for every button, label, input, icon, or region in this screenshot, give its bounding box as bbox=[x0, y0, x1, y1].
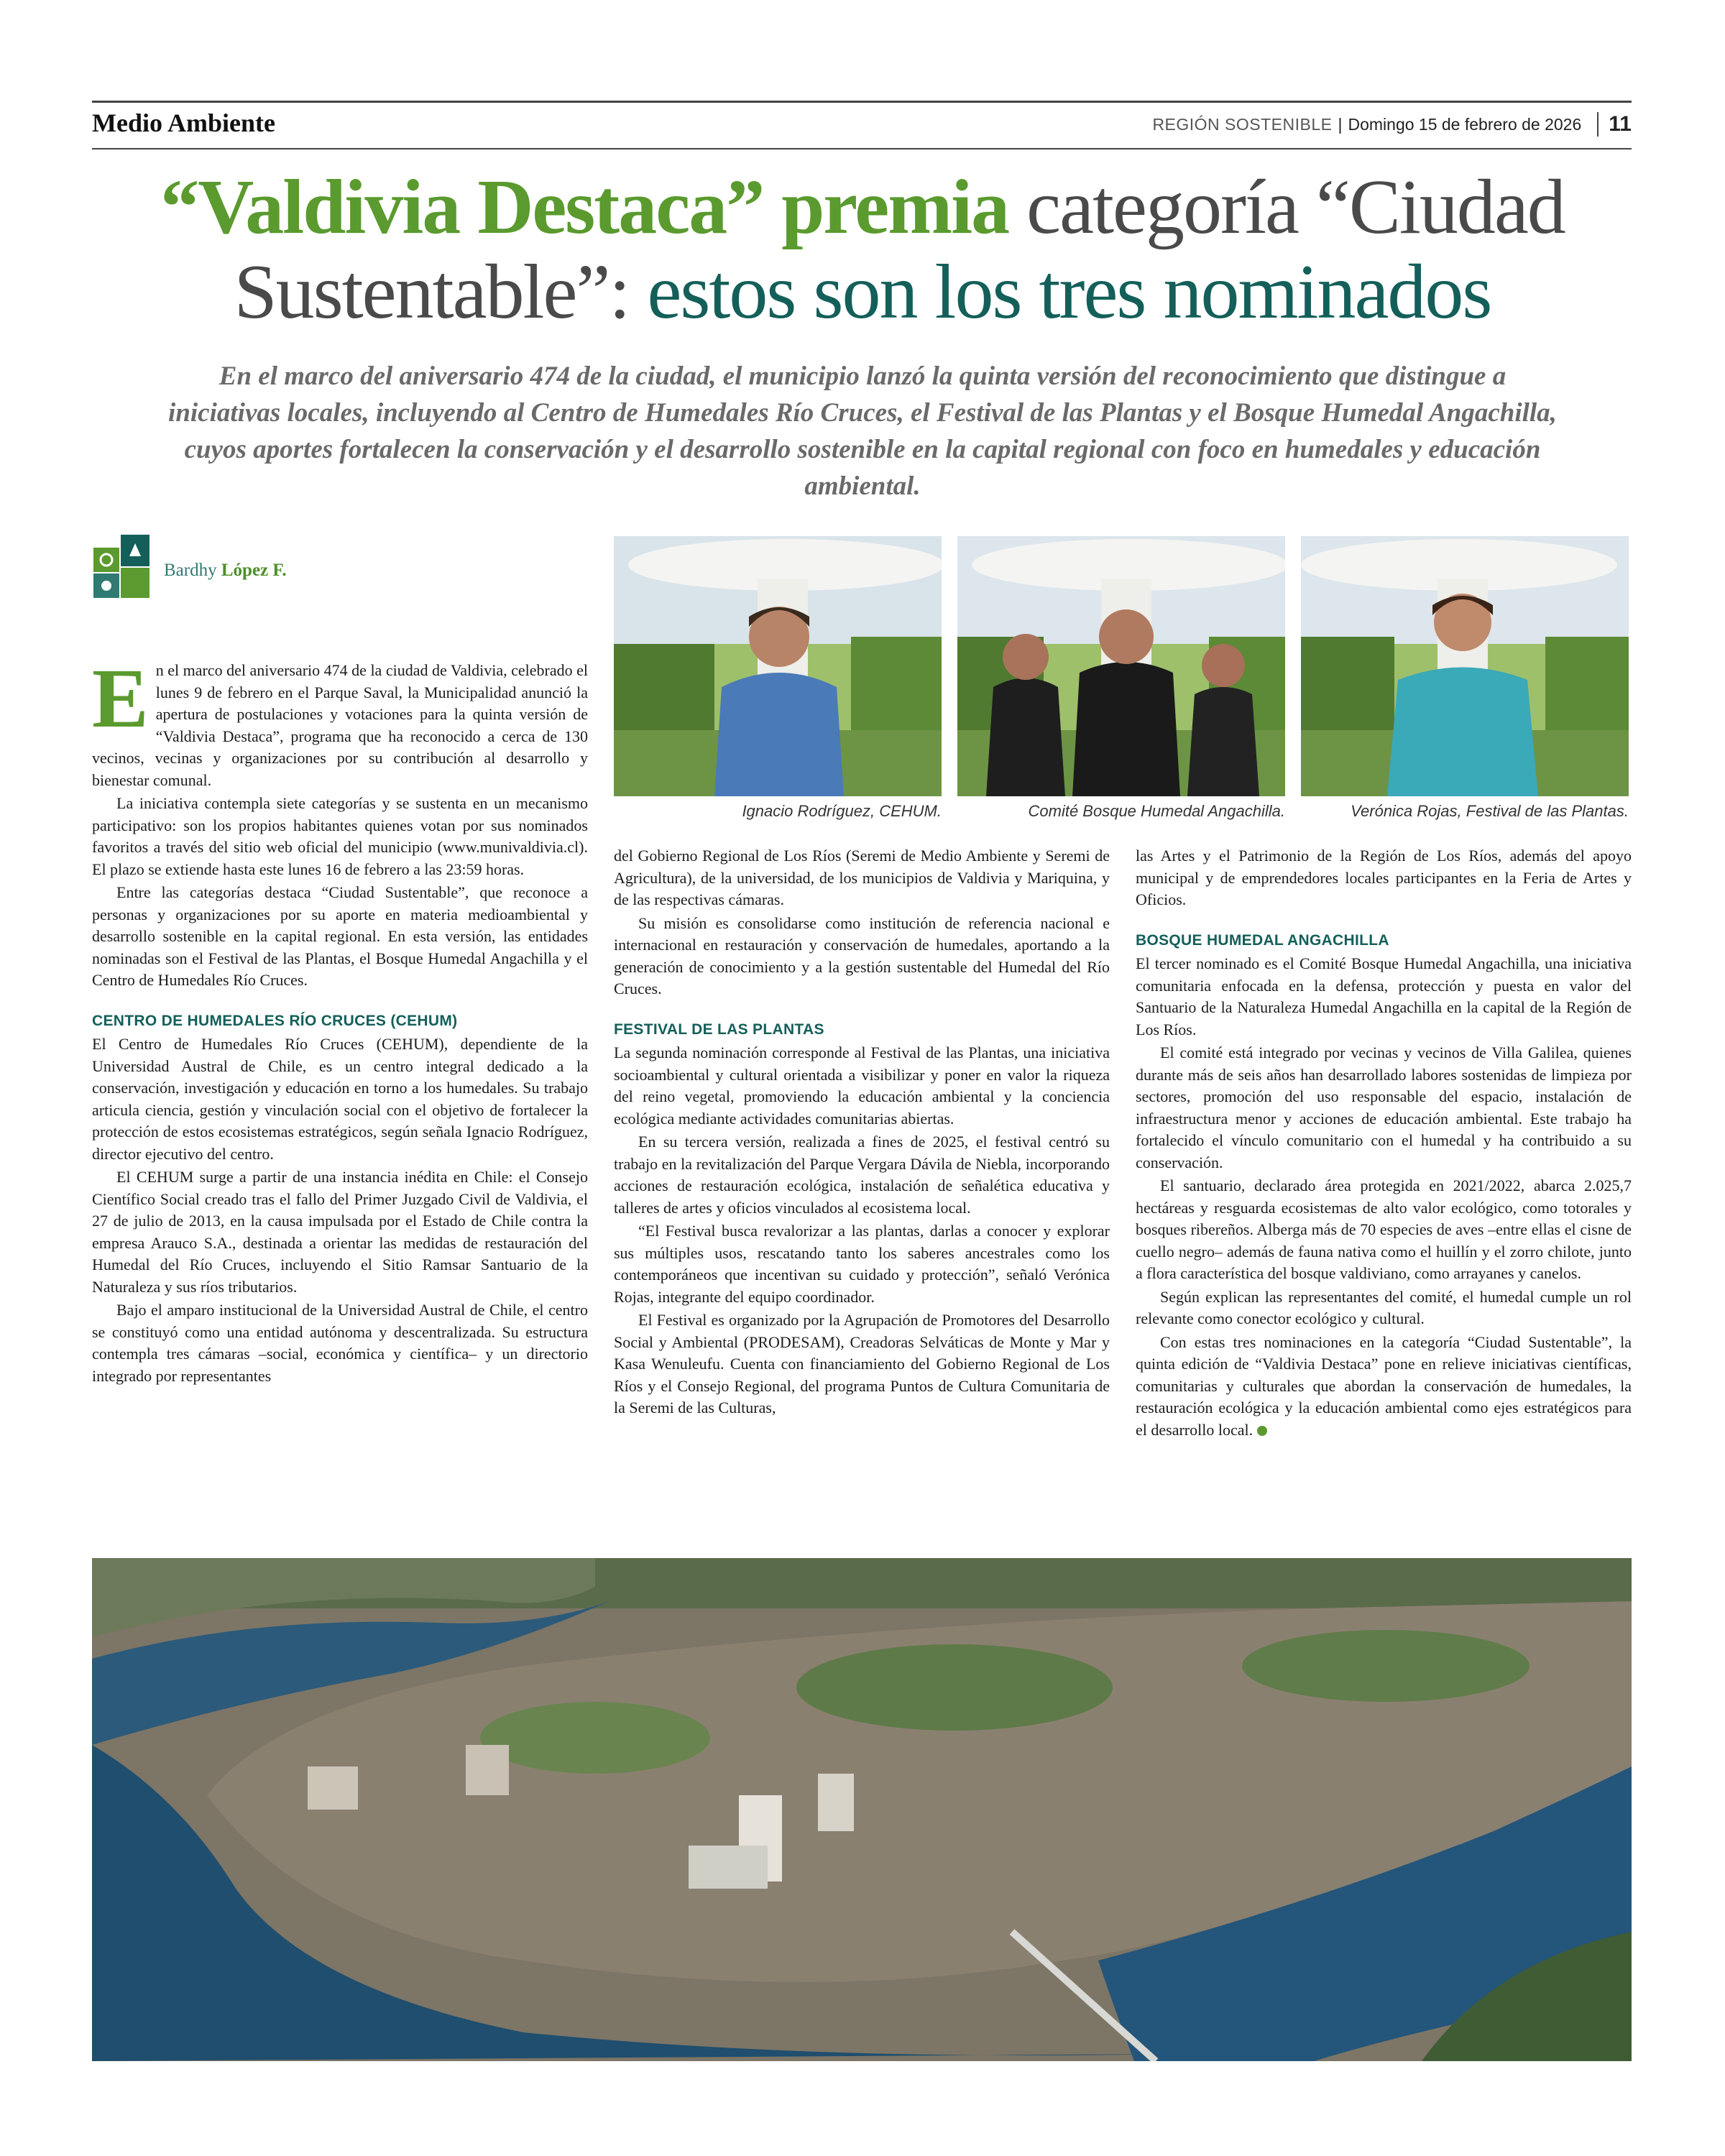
paragraph: “El Festival busca revalorizar a las plantas, darlas a conocer y explorar sus múltiples usos, rescatando tanto los saberes ancestrales como los contemporáneos que incentivan su cuidado y protección”, señaló Verónica Rojas, integrante del equipo coordinador. bbox=[614, 1222, 1110, 1306]
paragraph: El CEHUM surge a partir de una instancia inédita en Chile: el Consejo Científico Social creado tras el fallo del Primer Juzgado Civil de Valdivia, el 27 de julio de 2013, en la causa impulsada por el Estado de Chile contra la empresa Arauco S.A., destinada a orientar las medidas de restauración del Humedal del Río Cruces, incluyendo el Sitio Ramsar Santuario de la Naturaleza y sus ríos tributarios. bbox=[92, 1168, 588, 1296]
paragraph: Entre las categorías destaca “Ciudad Sustentable”, que reconoce a personas y organizaciones por su aporte en materia medioambiental y desarrollo sostenible en la capital regional. En esta versión, las entidades nominadas son el Festival de las Plantas, el Bosque Humedal Angachilla y el Centro de Humedales Río Cruces. bbox=[92, 883, 588, 989]
paragraph: La iniciativa contempla siete categorías y se sustenta en un mecanismo participativo: son los propios habitantes quienes votan por sus nominados favoritos a través del sitio web oficial del municipio (www.munivaldivia.cl). El plazo se extiende hasta este lunes 16 de febrero a las 23:59 horas. bbox=[92, 794, 588, 878]
intro-paragraph bbox=[92, 651, 589, 791]
intro-text: n el marco del aniversario 474 de la ciudad de Valdivia, celebrado el lunes 9 de febrero en el Parque Saval, la Municipalidad anunció la apertura de postulaciones y votaciones para la quinta versión de “Valdivia Destaca”, programa que ha reconocido a cerca de 130 vecinos, vecinas y organizaciones por su contribución al desarrollo y bienestar comunal. bbox=[92, 661, 589, 789]
publication-name: REGIÓN SOSTENIBLE bbox=[1152, 114, 1333, 134]
header-info bbox=[1152, 112, 1632, 137]
article-column-3 bbox=[1136, 845, 1632, 1541]
headline-part-grey: categoría “Ciudad Sustentable”: bbox=[234, 165, 1565, 335]
section-heading-festival: FESTIVAL DE LAS PLANTAS bbox=[614, 1021, 824, 1038]
byline bbox=[164, 561, 287, 581]
paragraph: El tercer nominado es el Comité Bosque Humedal Angachilla, una iniciativa comunitaria enfocada en la defensa, protección y puesta en valor del Santuario de la Naturaleza Humedal Angachilla en la capital de la Región de Los Ríos. bbox=[1136, 954, 1632, 1038]
section-heading-bosque: BOSQUE HUMEDAL ANGACHILLA bbox=[1136, 931, 1389, 949]
paragraph: Según explican las representantes del comité, el humedal cumple un rol relevante como conector ecológico y cultural. bbox=[1136, 1287, 1632, 1327]
publication-date: Domingo 15 de febrero de 2026 bbox=[1348, 114, 1582, 134]
top-rule bbox=[92, 101, 1632, 103]
section-heading-cehum: CENTRO DE HUMEDALES RÍO CRUCES (CEHUM) bbox=[92, 1012, 458, 1029]
closing-text: Con estas tres nominaciones en la categoría “Ciudad Sustentable”, la quinta edición de “Valdivia Destaca” pone en relieve iniciativas científicas, comunitarias y culturales que abordan la conservación de humedales, la restauración ecológica y la educación ambiental como ejes estratégicos para el desarrollo local. bbox=[1136, 1332, 1632, 1439]
author-first-name: Bardhy bbox=[164, 561, 217, 580]
photo-veronica-rojas bbox=[1301, 536, 1629, 796]
headline-part-green: “Valdivia Destaca” premia bbox=[160, 165, 1009, 250]
photo-comite-angachilla bbox=[957, 536, 1285, 796]
closing-paragraph bbox=[1136, 1332, 1632, 1442]
paragraph: El Centro de Humedales Río Cruces (CEHUM), dependiente de la Universidad Austral de Chile, es un centro integral dedicado a la conservación, investigación y educación en torno a los humedales. Su trabajo articula ciencia, gestión y vinculación social con el objetivo de fortalecer la protección de estos ecosistemas estratégicos, según señala Ignacio Rodríguez, director ejecutivo del centro. bbox=[92, 1035, 588, 1163]
paragraph: Bajo el amparo institucional de la Universidad Austral de Chile, el centro se constituyó como una entidad autónoma y descentralizada. Su estructura contempla tres cámaras –social, económica y científica– y un directorio integrado por representantes bbox=[92, 1301, 588, 1385]
paragraph: Su misión es consolidarse como institución de referencia nacional e internacional en restauración y conservación de humedales, aportando a la generación de conocimiento y a la gestión sustentable del Humedal del Río Cruces. bbox=[614, 913, 1110, 998]
section-name: Medio Ambiente bbox=[92, 109, 275, 137]
photo-caption: Ignacio Rodríguez, CEHUM. bbox=[742, 802, 942, 820]
photo-caption: Comité Bosque Humedal Angachilla. bbox=[1028, 802, 1285, 820]
page-number: 11 bbox=[1597, 112, 1632, 137]
article-column-1 bbox=[92, 651, 589, 1541]
header-separator: | bbox=[1338, 114, 1343, 134]
paragraph: las Artes y el Patrimonio de la Región de Los Ríos, además del apoyo municipal y de emprendedores locales participantes en la Feria de Artes y Oficios. bbox=[1136, 847, 1632, 908]
paragraph: El santuario, declarado área protegida en 2021/2022, abarca 2.025,7 hectáreas y resguarda ecosistemas de alto valor ecológico, como totorales y bosques ribereños. Alberga más de 70 especies de aves –entre ellas el cisne de cuello negro– además de fauna nativa como el huillín y el zorro chilote, junto a flora característica del bosque valdiviano, como arrayanes y canelos. bbox=[1136, 1176, 1632, 1282]
paragraph: del Gobierno Regional de Los Ríos (Seremi de Medio Ambiente y Seremi de Agricultura), de la universidad, de los municipios de Valdivia y Mariquina, y de las respectivas cámaras. bbox=[614, 847, 1110, 908]
header-rule bbox=[92, 148, 1632, 149]
subheadline: En el marco del aniversario 474 de la ciudad, el municipio lanzó la quinta versión del reconocimiento que distingue a iniciativas locales, incluyendo al Centro de Humedales Río Cruces, el Festival de las Plantas y el Bosque Humedal Angachilla, cuyos aportes fortalecen la conservación y el desarrollo sostenible en la capital regional con foco en humedales y educación ambiental. bbox=[168, 361, 1557, 501]
paragraph: En su tercera versión, realizada a fines de 2025, el festival centró su trabajo en la revitalización del Parque Vergara Dávila de Niebla, incorporando acciones de restauración ecológica, instalación de señalética educativa y talleres de artes y oficios vinculados al ecosistema local. bbox=[614, 1133, 1110, 1217]
headline bbox=[72, 165, 1653, 335]
paragraph: El Festival es organizado por la Agrupación de Promotores del Desarrollo Social y Ambiental (PRODESAM), Creadoras Selváticas de Monte y Mar y Kasa Wenuleufu. Cuenta con financiamiento del Gobierno Regional de Los Ríos y el Consejo Regional, del programa Puntos de Cultura Comunitaria de la Seremi de las Culturas, bbox=[614, 1311, 1110, 1416]
author-last-name: López F. bbox=[221, 561, 287, 580]
article-column-2 bbox=[614, 845, 1110, 1541]
end-mark-icon bbox=[1257, 1426, 1267, 1436]
photo-caption: Verónica Rojas, Festival de las Plantas. bbox=[1351, 802, 1629, 820]
dropcap: E bbox=[92, 651, 149, 745]
paragraph: El comité está integrado por vecinas y vecinos de Villa Galilea, quienes durante más de seis años han desarrollado labores sostenidas de limpieza por sectores, promoción del uso responsable del espacio, instalación de infraestructura menor y acciones de educación ambiental. Este trabajo ha fortalecido el vínculo comunitario con el humedal y ha contribuido a su conservación. bbox=[1136, 1044, 1632, 1171]
aerial-photo-valdivia bbox=[92, 1558, 1632, 2061]
paragraph: La segunda nominación corresponde al Festival de las Plantas, una iniciativa socioambiental y cultural orientada a visibilizar y poner en valor la riqueza del reino vegetal, promoviendo la educación ambiental y la conciencia ecológica mediante actividades comunitarias abiertas. bbox=[614, 1044, 1110, 1128]
section-logo-icon bbox=[93, 535, 150, 598]
photo-ignacio-rodriguez bbox=[614, 536, 942, 796]
headline-part-teal: estos son los tres nominados bbox=[629, 249, 1491, 335]
